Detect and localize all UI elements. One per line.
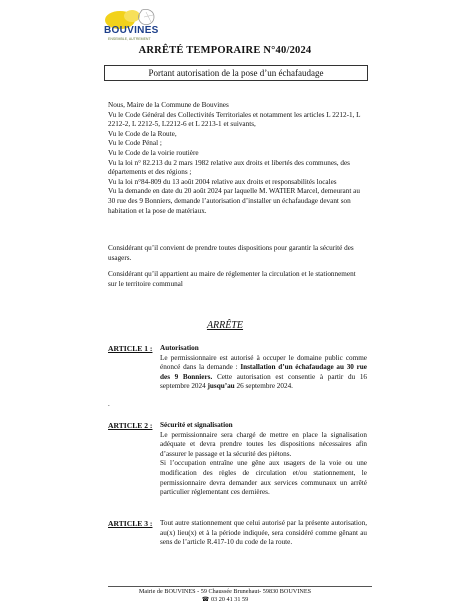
considerant-regulation-a: Considérant qu’il appartient au maire de réglementer la circulation et le stationnement bbox=[108, 270, 356, 278]
article-1-body bbox=[160, 344, 367, 392]
logo-tagline: ENSEMBLE, AUTREMENT bbox=[108, 37, 151, 41]
article-2-heading: Sécurité et signalisation bbox=[160, 421, 233, 429]
preamble-line: Vu le Code Pénal ; bbox=[108, 139, 162, 148]
article-3-label: ARTICLE 3 : bbox=[108, 519, 153, 528]
arrete-heading: ARRÊTE bbox=[206, 320, 244, 331]
request-text: Vu la demande en date du 20 août 2024 par laquelle M. WATIER Marcel, demeurant au 30 rue des 9 Bonniers, bbox=[108, 187, 360, 205]
bouvines-logo bbox=[96, 8, 176, 44]
article-1-label: ARTICLE 1 : bbox=[108, 344, 153, 353]
article-1-object: Installation d’un échafaudage au 30 rue des 9 Bonniers. bbox=[160, 363, 367, 381]
preamble-line: Vu la loi n°84-809 du 13 août 2004 relative aux droits et responsabilités locales bbox=[108, 177, 337, 186]
document-title: ARRÊTÉ TEMPORAIRE N°40/2024 bbox=[138, 45, 312, 56]
preamble-line: Vu le Code de la Route, bbox=[108, 129, 177, 138]
article-3-body bbox=[160, 519, 367, 548]
article-1-heading: Autorisation bbox=[160, 344, 199, 352]
footer bbox=[0, 588, 450, 603]
footer-phone: ☎ 03 20 41 31 59 bbox=[201, 595, 249, 603]
article-1-text bbox=[160, 354, 367, 392]
article-1-text-e: 26 septembre 2024. bbox=[234, 382, 293, 391]
article-1-text-c: Cette autorisation est consentie à partir du 16 septembre 2024 bbox=[160, 372, 368, 391]
stray-dot: . bbox=[108, 400, 110, 408]
considerant-regulation-b: sur le territoire communal bbox=[108, 279, 183, 288]
preamble-line: Nous, Maire de la Commune de Bouvines bbox=[108, 101, 229, 109]
footer-divider bbox=[108, 586, 372, 587]
considerant-regulation bbox=[108, 270, 370, 289]
article-3-text: Tout autre stationnement que celui autorisé par la présente autorisation, au(x) lieu(x) et à la période indiquée, sera considéré comme gênant au sens de l’article R.417-10 du code de la route. bbox=[160, 519, 367, 547]
article-2-text-2: Si l’occupation entraîne une gêne aux usagers de la voie ou une modification des règles de circulation et/ou stationnement, le permissionnaire devra demander aux services communaux un arrêté particulier réglementant ces dernières. bbox=[160, 459, 367, 497]
preamble-line bbox=[108, 187, 368, 216]
request-object: demande l’autorisation d’installer un échafaudage devant son habitation et la pose de matériaux. bbox=[108, 196, 351, 215]
preamble bbox=[108, 101, 368, 216]
article-1-until: jusqu’au bbox=[207, 382, 235, 391]
footer-address: Mairie de BOUVINES - 59 Chaussée Brunehaut- 59830 BOUVINES bbox=[138, 588, 312, 595]
article-2-body bbox=[160, 421, 367, 498]
article-2-label: ARTICLE 2 : bbox=[108, 421, 153, 430]
article-1-text-a: Le permissionnaire est autorisé à occuper le domaine public comme énoncé dans la demande : bbox=[160, 353, 367, 372]
logo-name: BOUVINES bbox=[104, 25, 159, 36]
article-2-text-1: Le permissionnaire sera chargé de mettre en place la signalisation adéquate et devra prendre toutes les dispositions nécessaires afin d’assurer le passage et la sécurité des piétons. bbox=[160, 430, 367, 458]
preamble-line: Vu le Code de la voirie routière bbox=[108, 148, 199, 157]
document-subtitle: Portant autorisation de la pose d’un échafaudage bbox=[104, 65, 368, 81]
considerant-safety: Considérant qu’il convient de prendre toutes dispositions pour garantir la sécurité des usagers. bbox=[108, 244, 354, 262]
preamble-line: Vu le Code Général des Collectivités Territoriales et notamment les articles L 2212-1, L 2212-2, L 2212-5, L2212-6 et L 2213-1 et suivants, bbox=[108, 110, 361, 129]
preamble-line: Vu la loi n° 82.213 du 2 mars 1982 relative aux droits et libertés des communes, des départements et des régions ; bbox=[108, 158, 350, 177]
